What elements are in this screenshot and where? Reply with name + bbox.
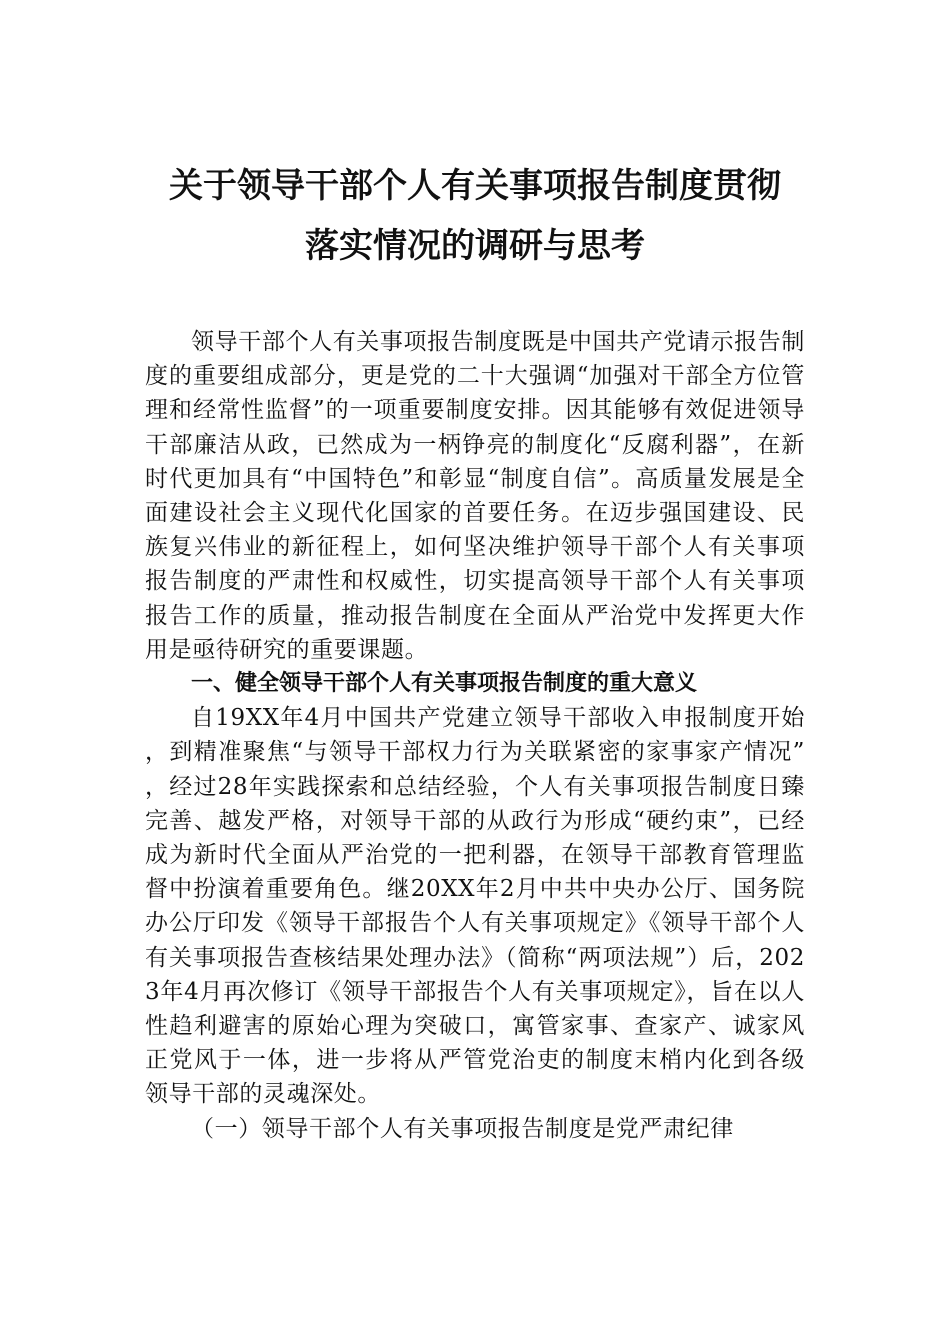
intro-paragraph: 领导干部个人有关事项报告制度既是中国共产党请示报告制度的重要组成部分，更是党的二十大强调“加强对干部全方位管理和经常性监督”的一项重要制度安排。因其能够有效促进领导干部廉洁从政，已然成为一柄铮亮的制度化“反腐利器”，在新时代更加具有“中国特色”和彰显“制度自信”。高质量发展是全面建设社会主义现代化国家的首要任务。在迈步强国建设、民族复兴伟业的新征程上，如何坚决维护领导干部个人有关事项报告制度的严肃性和权威性，切实提高领导干部个人有关事项报告工作的质量，推动报告制度在全面从严治党中发挥更大作用是亟待研究的重要课题。 [145,329,805,663]
subsection-1-heading: （一）领导干部个人有关事项报告制度是党严肃纪律 [191,1115,734,1142]
document-title [145,156,805,276]
document-title-line-2: 落实情况的调研与思考 [305,226,645,266]
document-body [145,325,805,1146]
document-title-line-1: 关于领导干部个人有关事项报告制度贯彻 [169,166,781,206]
section-1-heading: 一、健全领导干部个人有关事项报告制度的重大意义 [191,671,698,697]
section-1-paragraph: 自19XX年4月中国共产党建立领导干部收入申报制度开始，到精准聚焦“与领导干部权力行为关联紧密的家事家产情况”，经过28年实践探索和总结经验，个人有关事项报告制度日臻完善、越发严格，对领导干部的从政行为形成“硬约束”，已经成为新时代全面从严治党的一把利器，在领导干部教育管理监督中扮演着重要角色。继20XX年2月中共中央办公厅、国务院办公厅印发《领导干部报告个人有关事项规定》《领导干部个人有关事项报告查核结果处理办法》（简称“两项法规”）后，2023年4月再次修订《领导干部报告个人有关事项规定》，旨在以人性趋利避害的原始心理为突破口，寓管家事、查家产、诚家风正党风于一体，进一步将从严管党治吏的制度末梢内化到各级领导干部的灵魂深处。 [145,705,805,1108]
document-page [145,0,805,1344]
